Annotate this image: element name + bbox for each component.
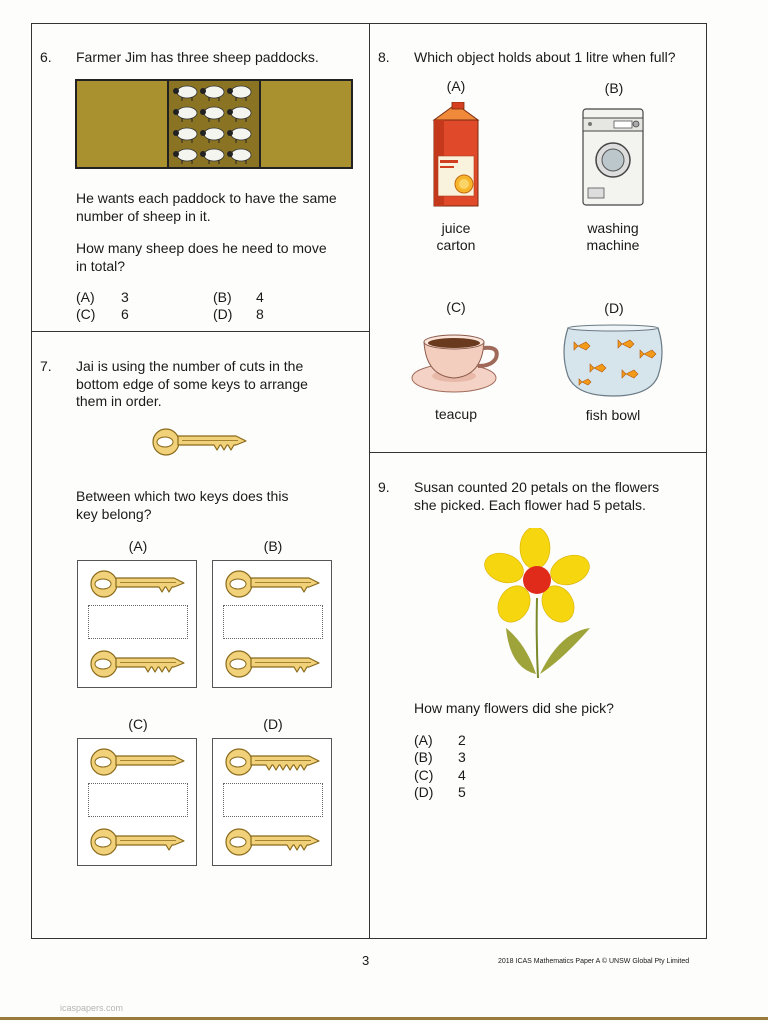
q7-choice-a-box[interactable] [77, 560, 197, 688]
q6-title: Farmer Jim has three sheep paddocks. [76, 49, 319, 65]
key-placeholder-box [223, 605, 323, 639]
q6-question-line1: How many sheep does he need to move [76, 240, 327, 256]
key-placeholder-box [88, 783, 188, 817]
juice-carton-image[interactable] [426, 102, 486, 208]
q6-option-c-value: 6 [121, 306, 129, 322]
q9-option-c-value: 4 [458, 767, 466, 783]
divider-q6-q7 [31, 331, 369, 332]
q8-choice-a-caption-line2: carton [436, 237, 476, 253]
q9-question: How many flowers did she pick? [414, 700, 614, 716]
q9-option-d-letter[interactable]: (D) [414, 784, 434, 800]
q8-choice-a-caption-line1: juice [441, 220, 471, 236]
q7-text-line1: Jai is using the number of cuts in the [76, 358, 304, 374]
teacup-image[interactable] [410, 332, 502, 394]
key-placeholder-box [88, 605, 188, 639]
q8-choice-b-caption-line1: washing [587, 220, 639, 236]
q6-option-d-letter[interactable]: (D) [213, 306, 233, 322]
key-to-place-icon [150, 425, 250, 461]
q9-text-line2: she picked. Each flower had 5 petals. [414, 497, 646, 513]
key-placeholder-box [223, 783, 323, 817]
key-icon [88, 567, 188, 601]
key-icon [223, 745, 323, 779]
key-icon [223, 647, 323, 681]
q8-choice-a-label[interactable]: (A) [446, 78, 466, 94]
key-icon [223, 825, 323, 859]
q8-choice-d-caption: fish bowl [585, 407, 641, 423]
key-icon [88, 745, 188, 779]
q9-number: 9. [378, 479, 390, 495]
flower-illustration [480, 528, 596, 680]
q7-choice-d-box[interactable] [212, 738, 332, 866]
q7-choice-b-box[interactable] [212, 560, 332, 688]
q8-choice-b-caption-line2: machine [586, 237, 640, 253]
page-number: 3 [362, 953, 370, 968]
page-bottom-edge [0, 1017, 768, 1020]
q7-choice-d-label[interactable]: (D) [263, 716, 283, 732]
key-icon [88, 647, 188, 681]
q8-choice-c-label[interactable]: (C) [446, 299, 466, 315]
q9-option-a-letter[interactable]: (A) [414, 732, 433, 748]
q7-choice-c-box[interactable] [77, 738, 197, 866]
q7-question-line1: Between which two keys does this [76, 488, 289, 504]
q8-choice-c-caption: teacup [434, 406, 478, 422]
q6-option-c-letter[interactable]: (C) [76, 306, 96, 322]
q9-option-c-letter[interactable]: (C) [414, 767, 434, 783]
key-icon [88, 825, 188, 859]
q7-text-line3: them in order. [76, 393, 162, 409]
divider-q8-q9 [369, 452, 707, 453]
q8-number: 8. [378, 49, 390, 65]
q6-option-a-value: 3 [121, 289, 129, 305]
washing-machine-image[interactable] [582, 108, 644, 208]
q9-option-a-value: 2 [458, 732, 466, 748]
copyright-notice: 2018 ICAS Mathematics Paper A © UNSW Global Pty Limited [498, 958, 690, 965]
q8-title: Which object holds about 1 litre when full? [414, 49, 676, 65]
q6-option-b-letter[interactable]: (B) [213, 289, 232, 305]
q7-number: 7. [40, 358, 52, 374]
column-divider [369, 23, 370, 939]
key-icon [223, 567, 323, 601]
q9-option-b-value: 3 [458, 749, 466, 765]
q7-text-line2: bottom edge of some keys to arrange [76, 376, 308, 392]
q8-choice-d-label[interactable]: (D) [604, 300, 624, 316]
fish-bowl-image[interactable] [560, 324, 666, 398]
q6-option-a-letter[interactable]: (A) [76, 289, 95, 305]
q6-body-line1: He wants each paddock to have the same [76, 190, 337, 206]
q9-text-line1: Susan counted 20 petals on the flowers [414, 479, 660, 495]
q6-body-line2: number of sheep in it. [76, 208, 211, 224]
q6-option-d-value: 8 [256, 306, 264, 322]
q6-question-line2: in total? [76, 258, 126, 274]
q8-choice-b-label[interactable]: (B) [604, 80, 624, 96]
watermark-text: icaspapers.com [60, 1003, 124, 1013]
sheep-paddocks-illustration [75, 79, 353, 169]
q7-choice-b-label[interactable]: (B) [263, 538, 283, 554]
q9-option-d-value: 5 [458, 784, 466, 800]
q9-option-b-letter[interactable]: (B) [414, 749, 433, 765]
q7-choice-a-label[interactable]: (A) [128, 538, 148, 554]
q6-option-b-value: 4 [256, 289, 264, 305]
q7-question-line2: key belong? [76, 506, 152, 522]
q6-number: 6. [40, 49, 52, 65]
q7-choice-c-label[interactable]: (C) [128, 716, 148, 732]
